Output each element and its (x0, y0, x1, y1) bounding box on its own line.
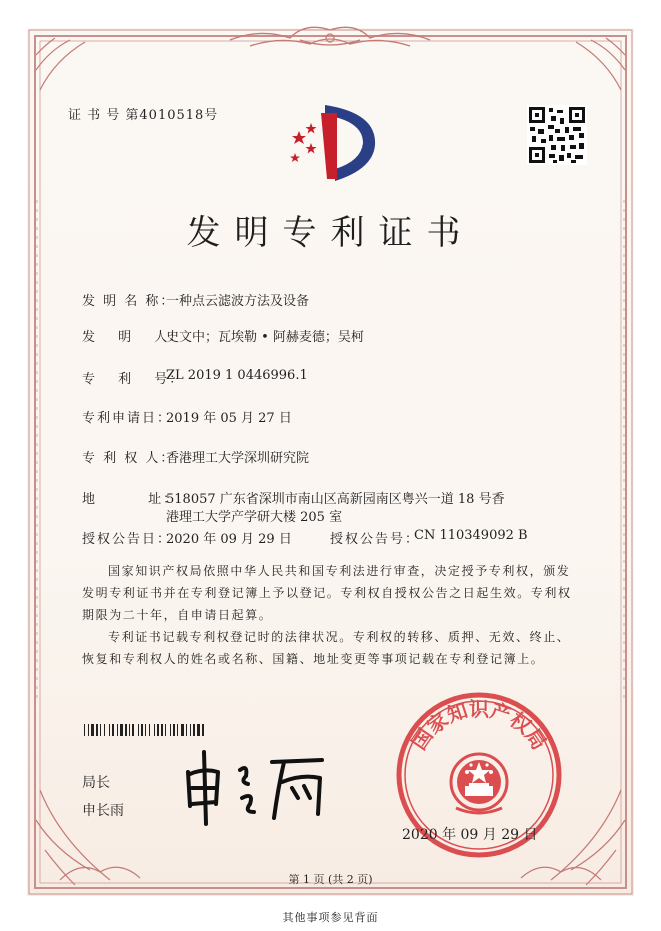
legal-status-paragraph: 专利证书记载专利权登记时的法律状况。专利权的转移、质押、无效、终止、恢复和专利权人的姓名或名称、国籍、地址变更等事项记载在专利登记簿上。 (82, 630, 571, 666)
seal-date: 2020 年 09 月 29 日 (402, 827, 538, 843)
barcode-bar (157, 724, 159, 736)
patent-office-emblem-icon (287, 103, 382, 183)
announcement-number-value: CN 110349092 B (414, 528, 528, 543)
field-patentee-value: 香港理工大学深圳研究院 (166, 451, 310, 466)
barcode-bar (173, 724, 175, 736)
barcode-bar (186, 724, 187, 736)
field-patentee-label: 专 利 权 人： (82, 451, 176, 466)
page-number: 第 1 页 (共 2 页) (288, 873, 373, 886)
barcode-bar (177, 724, 178, 736)
announcement-date-value: 2020 年 09 月 29 日 (166, 532, 292, 547)
barcode-bar (145, 724, 146, 736)
footer-note: 其他事项参见背面 (282, 911, 379, 924)
barcode-bar (100, 724, 101, 736)
barcode-bar (161, 724, 163, 736)
director-signature (182, 748, 332, 828)
field-patent-number-label: 专 利 号： (82, 372, 185, 387)
field-application-date-label: 专利申请日： (82, 411, 173, 426)
director-title: 局长 (82, 775, 110, 791)
announcement-number-label: 授权公告号： (330, 532, 421, 547)
barcode-bar (190, 724, 191, 736)
barcode-bar (197, 724, 200, 736)
field-patent-number-value: ZL 2019 1 0446996.1 (166, 368, 308, 383)
grant-paragraph: 国家知识产权局依照中华人民共和国专利法进行审查，决定授予专利权，颁发发明专利证书并在专利登记簿上予以登记。专利权自授权公告之日起生效。专利权期限为二十年，自申请日起算。 (82, 564, 572, 622)
barcode-bar (165, 724, 166, 736)
barcode-bar (202, 724, 204, 736)
barcode-bar (138, 724, 139, 736)
director-name: 申长雨 (82, 803, 124, 819)
qr-code-icon[interactable] (527, 105, 587, 165)
barcode-bar (109, 724, 110, 736)
field-application-date-value: 2019 年 05 月 27 日 (166, 411, 292, 426)
field-invention-name-value: 一种点云滤波方法及设备 (166, 294, 310, 309)
barcode-bar (125, 724, 127, 736)
barcode-bar (141, 724, 143, 736)
barcode-bar (132, 724, 134, 736)
barcode-bar (104, 724, 105, 736)
field-address-value: 518057 广东省深圳市南山区高新园南区粤兴一道 18 号香 (166, 492, 505, 507)
field-address-value-line2: 港理工大学产学研大楼 205 室 (166, 510, 343, 525)
announcement-date-label: 授权公告日： (82, 532, 173, 547)
barcode-bar (120, 724, 123, 736)
barcode-bar (91, 724, 94, 736)
barcode-bar (84, 724, 85, 736)
barcode-bar (181, 724, 184, 736)
barcode-bar (193, 724, 195, 736)
field-invention-name-label: 发 明 名 称： (82, 294, 176, 309)
field-inventor-label: 发 明 人： (82, 330, 185, 345)
barcode-bar (117, 724, 118, 736)
field-inventor-value: 史文中；瓦埃勒 • 阿赫麦德；吴柯 (166, 330, 364, 345)
certificate-title: 发明专利证书 (186, 213, 475, 253)
barcode-bar (112, 724, 114, 736)
barcode-bar (154, 724, 155, 736)
barcode-bar (96, 724, 98, 736)
barcode-bar (129, 724, 130, 736)
seal-text: 国家知识产权局 (406, 697, 552, 755)
barcode-bar (149, 724, 150, 736)
certificate-number: 证 书 号 第4010518号 (68, 108, 219, 123)
barcode (84, 724, 269, 736)
barcode-bar (88, 724, 89, 736)
field-address-label: 地 址： (82, 492, 179, 507)
svg-text:国家知识产权局 (407, 697, 552, 754)
barcode-bar (170, 724, 171, 736)
